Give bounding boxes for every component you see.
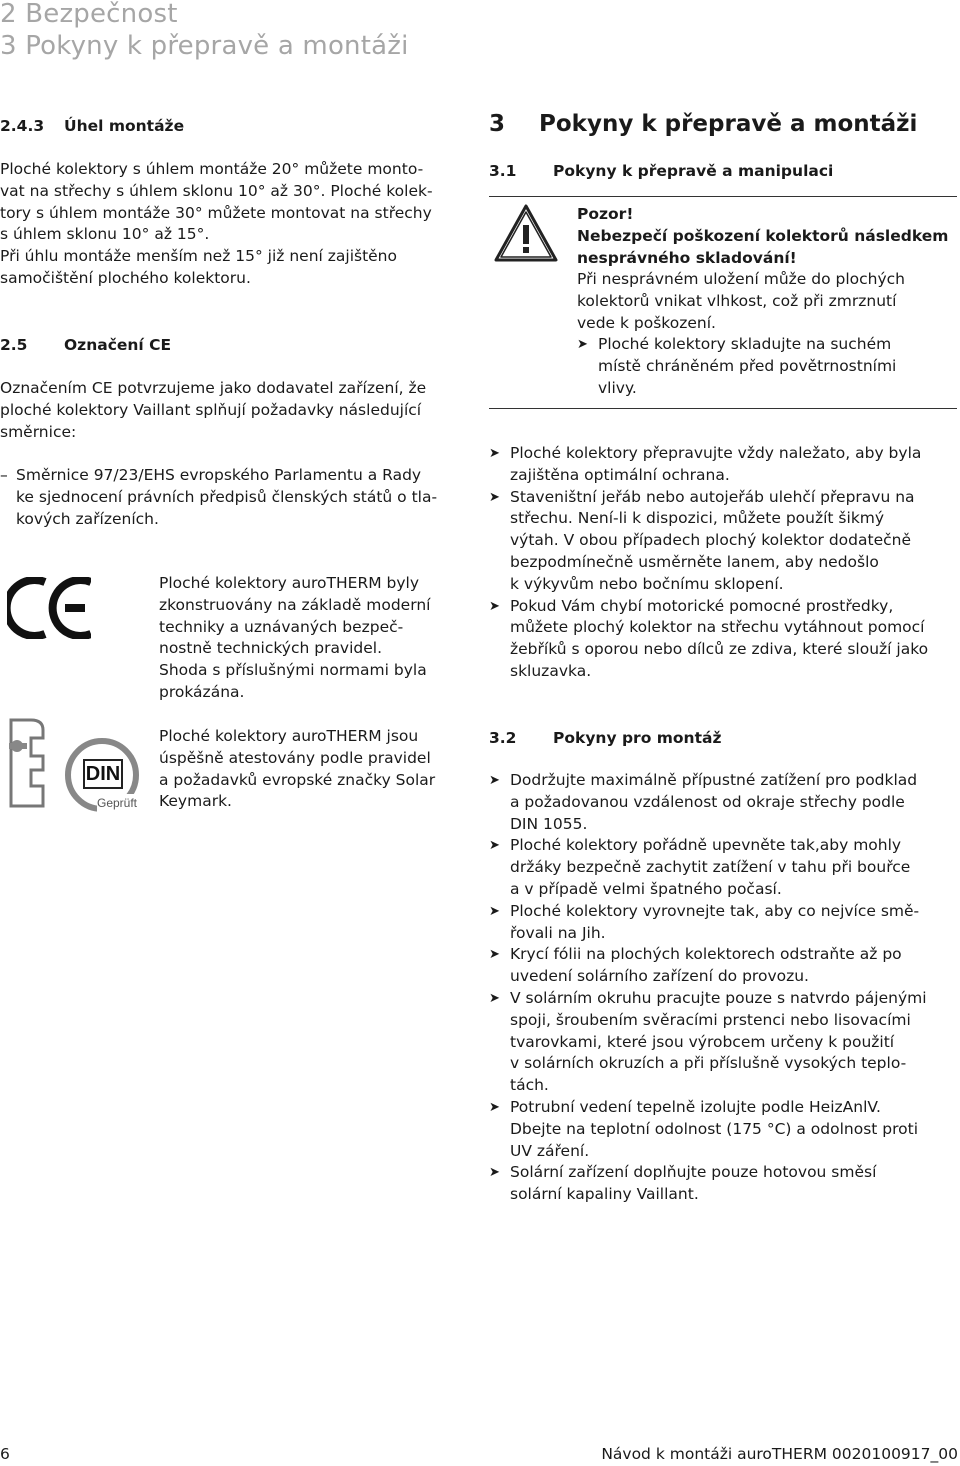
warning-title: Pozor! [577,205,634,223]
arrow-bullet-icon: ➤ [489,1165,500,1181]
arrow-bullet-icon: ➤ [489,838,500,854]
arrow-bullet-icon: ➤ [489,947,500,963]
warning-subtitle: Nebezpečí poškození kolektorů následkem nesprávného skladování! [577,227,949,267]
list-item: ➤ Ploché kolektory pořádně upevněte tak,aby mohly držáky bezpečně zachytit zatížení v tahu při bouřce a v případě velmi špatného počasí. [489,836,911,898]
section-2-5-heading: 2.5 Označení CE [0,336,172,354]
arrow-bullet-icon: ➤ [489,990,500,1006]
warning-action-item: ➤ Ploché kolektory skladujte na suchém místě chráněném před povětrnostními vlivy. [577,335,897,397]
warning-triangle-icon [493,203,559,263]
list-item: ➤ Dodržujte maximálně přípustné zatížení pro podklad a požadovanou vzdálenost od okraje střechy podle DIN 1055. [489,771,918,833]
section-3-2-heading: 3.2 Pokyny pro montáž [489,729,722,747]
warning-bottom-rule [489,408,957,409]
header-line-1: 2 Bezpečnost [0,0,178,29]
chapter-3-heading: 3 Pokyny k přepravě a montáži [489,111,918,137]
header-line-2: 3 Pokyny k přepravě a montáži [0,31,409,61]
ce-mark-logo [7,577,91,639]
list-item: ➤ Ploché kolektory přepravujte vždy naležato, aby byla zajištěna optimální ochrana. [489,444,922,484]
directive-list-item: – Směrnice 97/23/EHS evropského Parlamentu a Rady ke sjednocení právních předpisů členských států o tla- kových zařízeních. [0,466,438,528]
page-number: 6 [0,1445,10,1463]
warning-text: Při nesprávném uložení může do plochých kolektorů vnikat vlhkost, což při zmrznutí vede k poškození. [577,270,905,332]
section-2-5-text: Označením CE potvrzujeme jako dodavatel zařízení, že ploché kolektory Vaillant splňují požadavky následující směrnice: [0,379,427,441]
list-item: ➤ Krycí fólii na plochých kolektorech odstraňte až po uvedení solárního zařízení do provozu. [489,945,902,986]
din-label: DIN [85,763,121,785]
running-header [0,0,409,62]
section-3-1-heading: 3.1 Pokyny k přepravě a manipulaci [489,162,834,180]
arrow-bullet-icon: ➤ [489,446,500,461]
gepruft-label: Geprüft [97,796,138,810]
list-item: ➤ Pokud Vám chybí motorické pomocné prostředky, můžete plochý kolektor na střechu vytáhnout pomocí žebříků s oporou nebo dílců ze zdiva, které slouží jako skluzavka. [489,596,929,680]
section-3-2-list [489,770,959,1206]
warning-block [577,203,957,400]
section-2-4-3-heading: 2.4.3 Úhel montáže [0,117,185,135]
list-item: ➤ Potrubní vedení tepelně izolujte podle HeizAnlV. Dbejte na teplotní odolnost (175 °C) a odolnost proti UV záření. [489,1097,919,1160]
solar-keymark-icon [5,716,51,810]
arrow-bullet-icon: ➤ [489,1099,500,1115]
warning-top-rule [489,196,957,197]
list-item: ➤ Ploché kolektory vyrovnejte tak, aby co nejvíce smě- řovali na Jih. [489,901,920,942]
arrow-bullet-icon: ➤ [489,489,500,505]
arrow-bullet-icon: ➤ [489,773,500,788]
din-gepruft-logo [64,736,140,814]
dash-bullet: – [0,466,8,484]
list-item: ➤ Solární zařízení doplňujte pouze hotovou směsí solární kapaliny Vaillant. [489,1163,877,1204]
ce-mark-text: Ploché kolektory auroTHERM byly zkonstruovány na základě moderní techniky a uznávaných bezpeč- nostně technických pravidel. Shoda s příslušnými normami byla prokázána. [159,574,431,701]
footer-doc-id: Návod k montáži auroTHERM 0020100917_00 [601,1445,958,1463]
section-2-4-3-text: Ploché kolektory s úhlem montáže 20° můžete monto- vat na střechy s úhlem sklonu 10° až 30°. Ploché kolek- tory s úhlem montáže 30° můžete montovat na střechy s úhlem sklonu 10° až 15°. Při úhlu montáže menším než 15° již není zajištěno samočištění plochého kolektoru. [0,160,433,287]
arrow-bullet-icon: ➤ [577,337,588,353]
warning-action-list [577,334,957,399]
section-3-1-list [489,443,959,683]
list-item: ➤ Staveništní jeřáb nebo autojeřáb ulehčí přepravu na střechu. Není-li k dispozici, můžete použít šikmý výtah. V obou případech plochý kolektor dodatečně bezpodmínečně usměrněte lanem, aby nedošlo k výkyvům nebo bočnímu sklopení. [489,487,915,593]
din-text: Ploché kolektory auroTHERM jsou úspěšně atestovány podle pravidel a požadavků evropské značky Solar Keymark. [159,727,436,811]
arrow-bullet-icon: ➤ [489,903,500,919]
list-item: ➤ V solárním okruhu pracujte pouze s natvrdo pájenými spoji, šroubením svěracími prstenci nebo lisovacími tvarovkami, které jsou výrobcem určeny k použití v solárních okruzích a při příslušně vysokých teplo- tách. [489,988,927,1095]
arrow-bullet-icon: ➤ [489,598,500,614]
